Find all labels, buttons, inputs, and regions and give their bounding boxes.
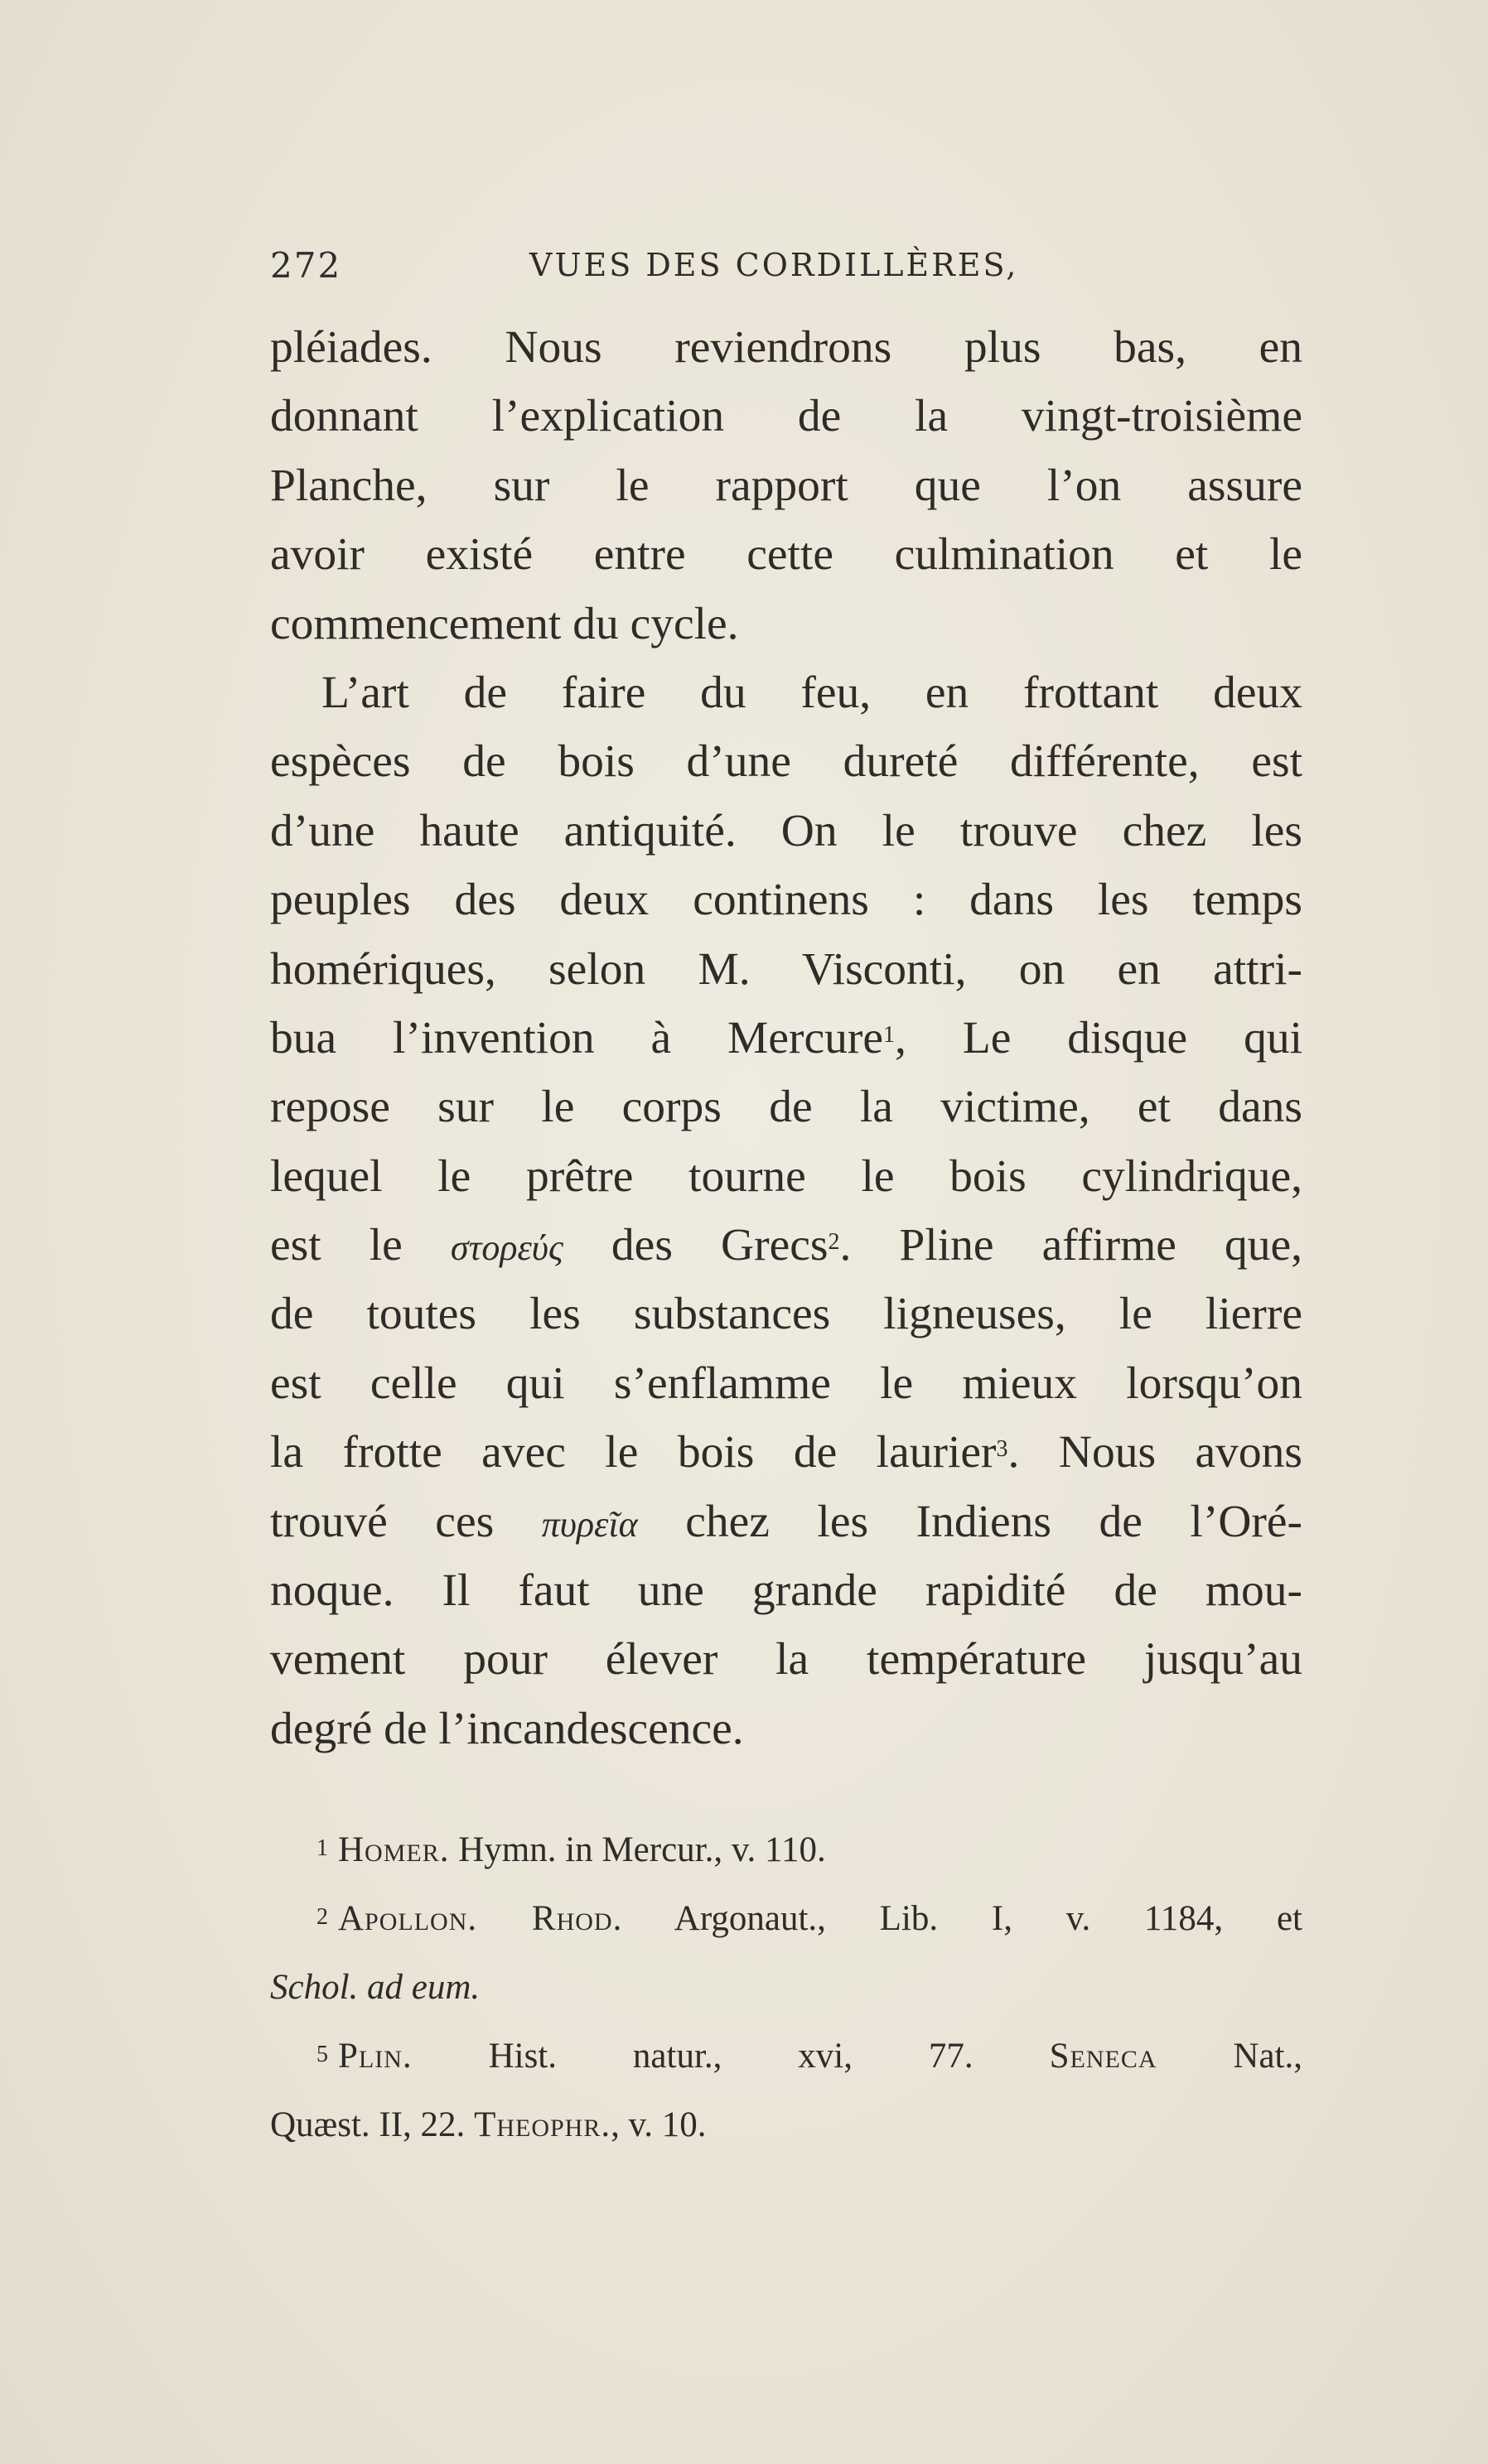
footnote-mark: 2 [316,1904,328,1930]
footnotes [270,1815,1302,2159]
text-line: vement pour élever la température jusqu’au [270,1634,1302,1685]
text-line: donnant l’explication de la vingt-troisième [270,391,1302,442]
author-name: Theophr. [474,2105,611,2144]
page-number: 272 [270,245,342,286]
text-line: homériques, selon M. Visconti, on en attri- [270,943,1302,995]
text-line [270,1418,1302,1487]
footnote-2-continuation: Schol. ad eum. [270,1968,481,2007]
text-line: commencement du cycle. [270,598,739,649]
text-line: lequel le prêtre tourne le bois cylindrique, [270,1150,1302,1202]
author-name: Homer. [338,1830,450,1869]
author-name: Apollon. [338,1899,478,1938]
author-name: Plin. [338,2037,413,2076]
text-segment: . Nous avons [1007,1427,1302,1478]
text-line: espèces de bois d’une dureté différente, est [270,736,1302,788]
author-name: Rhod. [477,1899,623,1938]
footnote-text: Quæst. II, 22. [270,2105,475,2144]
text-segment: est le [270,1220,451,1271]
footnote-text: Hist. natur., xvi, 77. [412,2037,1050,2076]
text-segment: , Le disque qui [895,1012,1303,1063]
greek-word: πυρεῖα [541,1503,638,1545]
text-line: est celle qui s’enflamme le mieux lorsqu’on [270,1357,1302,1409]
text-line: repose sur le corps de la victime, et dans [270,1082,1302,1133]
body-text [270,313,1302,1763]
text-line [270,1004,1302,1073]
footnote-mark: 5 [316,2042,328,2067]
footnote-ref: 2 [828,1229,840,1256]
text-line: degré de l’incandescence. [270,1703,744,1754]
footnote-3 [270,2022,1302,2090]
footnote-ref: 1 [883,1021,896,1048]
footnote-3-continuation [270,2090,1302,2159]
text-line: pléiades. Nous reviendrons plus bas, en [270,322,1302,373]
footnote-1 [270,1815,1302,1884]
running-head: VUES DES CORDILLÈRES, [529,247,1019,283]
text-segment: bua l’invention à Mercure [270,1012,884,1063]
footnote-text: Nat., [1157,2037,1302,2076]
text-segment: . Pline affirme que, [839,1220,1302,1271]
footnote-mark: 1 [316,1835,328,1861]
text-segment: la frotte avec le bois de laurier [270,1427,997,1478]
text-line [270,1211,1302,1280]
page-header [270,245,1099,295]
text-segment: trouvé ces [270,1496,542,1547]
text-line: d’une haute antiquité. On le trouve chez les [270,805,1302,856]
text-line [270,1488,1302,1556]
footnote-text: Argonaut., Lib. I, v. 1184, et [622,1899,1302,1938]
author-name: Seneca [1049,2037,1157,2076]
text-line: peuples des deux continens : dans les temps [270,875,1302,926]
text-line: Planche, sur le rapport que l’on assure [270,460,1302,511]
text-line: L’art de faire du feu, en frottant deux [321,667,1302,718]
text-segment: des Grecs [563,1220,829,1271]
greek-word: στορεύς [450,1227,563,1269]
text-segment: chez les Indiens de l’Oré- [637,1496,1302,1547]
text-line: de toutes les substances ligneuses, le lierre [270,1289,1302,1340]
footnote-ref: 3 [996,1436,1008,1463]
footnote-text: , v. 10. [611,2105,707,2144]
text-line: avoir existé entre cette culmination et le [270,529,1302,581]
footnote-2 [270,1884,1302,1953]
text-line: noque. Il faut une grande rapidité de mou- [270,1565,1302,1617]
footnote-text: Hymn. in Mercur., v. 110. [449,1830,826,1869]
